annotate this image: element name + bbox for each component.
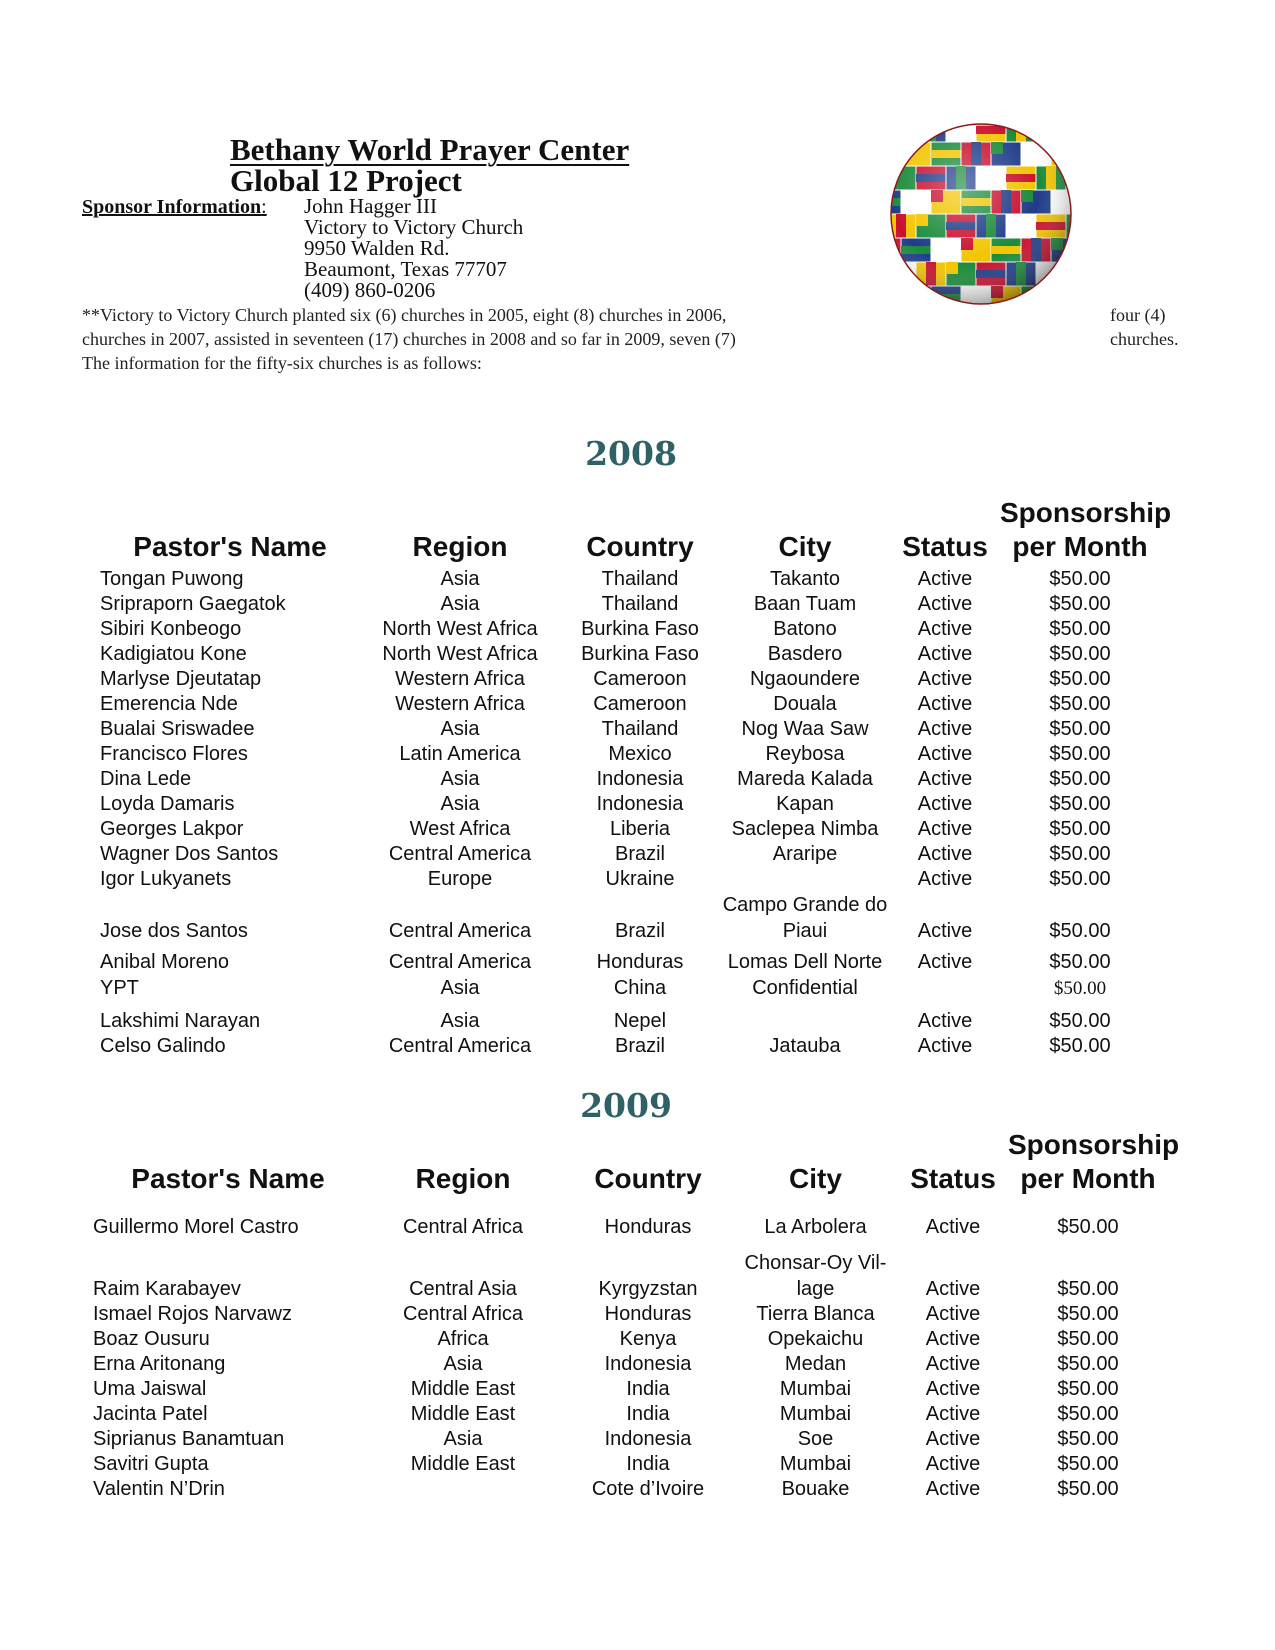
note-line-1-end: four (4)	[1110, 305, 1166, 325]
country-cell: Honduras	[604, 1303, 692, 1325]
sponsor-street: 9950 Walden Rd.	[304, 236, 450, 260]
city-cell: Mumbai	[779, 1403, 852, 1425]
table-header-row	[93, 1128, 1168, 1196]
sponsor-address-block	[304, 196, 523, 301]
pastor-name-cell: Boaz Ousuru	[93, 1328, 210, 1350]
country-cell: Indonesia	[596, 793, 684, 815]
table-row	[100, 717, 1160, 742]
country-cell: Thailand	[601, 568, 679, 590]
amount-cell: $50.00	[1049, 843, 1111, 865]
table-row	[100, 564, 1160, 592]
table-row	[93, 1377, 1168, 1402]
region-cell: Asia	[440, 718, 480, 740]
country-cell: Thailand	[601, 593, 679, 615]
pastor-name-cell: Lakshimi Narayan	[100, 1010, 261, 1032]
city-cell: Basdero	[767, 643, 843, 665]
amount-cell: $50.00	[1049, 868, 1111, 890]
region-cell: Central America	[388, 920, 532, 942]
col-header-pastor: Pastor's Name	[131, 1163, 325, 1194]
pastor-name-cell: Jose dos Santos	[100, 920, 248, 942]
country-cell: Honduras	[604, 1216, 692, 1238]
city-cell: Lomas Dell Norte	[727, 951, 883, 973]
amount-cell: $50.00	[1057, 1353, 1119, 1375]
city-cell: Kapan	[776, 793, 834, 815]
region-cell: Central Africa	[402, 1216, 524, 1238]
amount-cell: $50.00	[1057, 1478, 1119, 1500]
pastor-name-cell: Erna Aritonang	[93, 1353, 226, 1375]
amount-cell: $50.00	[1049, 668, 1111, 690]
region-cell: Central America	[388, 951, 532, 973]
sponsorship-header-line1: Sponsorship	[1008, 1129, 1180, 1160]
sponsor-info-label	[82, 196, 267, 219]
region-cell: Central America	[388, 1035, 532, 1057]
region-cell: Asia	[443, 1428, 483, 1450]
amount-cell: $50.00	[1049, 693, 1111, 715]
status-cell: Active	[917, 718, 973, 740]
pastor-name-cell: Loyda Damaris	[100, 793, 235, 815]
region-cell: North West Africa	[382, 618, 538, 640]
table-row	[93, 1402, 1168, 1427]
city-cell: Campo Grande do Piaui	[722, 894, 888, 942]
table-row	[100, 592, 1160, 617]
pastor-name-cell: Dina Lede	[100, 768, 192, 790]
table-row	[100, 944, 1160, 975]
region-cell: Central Asia	[409, 1278, 517, 1300]
region-cell: Europe	[427, 868, 493, 890]
amount-cell: $50.00	[1057, 1328, 1119, 1350]
sponsor-church: Victory to Victory Church	[304, 215, 524, 239]
region-cell: Asia	[440, 768, 480, 790]
table-row	[100, 1001, 1160, 1034]
pastor-name-cell: Siprianus Banamtuan	[93, 1428, 285, 1450]
country-cell: Indonesia	[604, 1428, 692, 1450]
sponsorship-header-line1: Sponsorship	[1000, 497, 1172, 528]
sponsorship-header-line2: per Month	[1012, 531, 1148, 562]
country-cell: Cameroon	[593, 693, 687, 715]
status-cell	[890, 975, 1000, 1001]
sponsor-name: John Hagger III	[304, 194, 437, 218]
amount-cell: $50.00	[1049, 618, 1111, 640]
pastor-name-cell: Igor Lukyanets	[100, 868, 232, 890]
country-cell: Brazil	[614, 920, 665, 942]
city-cell: Saclepea Nimba	[731, 818, 879, 840]
table-row	[100, 842, 1160, 867]
table-row	[100, 817, 1160, 842]
city-cell: Ngaoundere	[749, 668, 861, 690]
status-cell: Active	[917, 668, 973, 690]
status-cell: Active	[917, 843, 973, 865]
country-cell: Kyrgyzstan	[598, 1278, 698, 1300]
city-cell: Confidential	[752, 977, 858, 999]
table-header-row	[100, 496, 1160, 564]
region-cell: Central Africa	[402, 1303, 524, 1325]
col-header-region: Region	[415, 1163, 511, 1194]
year-heading-2008: 2008	[585, 434, 677, 473]
col-header-country: Country	[594, 1163, 702, 1194]
amount-cell: $50.00	[1057, 1403, 1119, 1425]
table-row	[100, 975, 1160, 1001]
city-cell: Mumbai	[779, 1378, 852, 1400]
col-header-city: City	[789, 1163, 842, 1194]
note-line-1: **Victory to Victory Church planted six (6) churches in 2005, eight (8) churches in 2006,	[82, 305, 727, 325]
amount-cell: $50.00	[1049, 793, 1111, 815]
col-header-region: Region	[412, 531, 508, 562]
country-cell: India	[626, 1453, 670, 1475]
pastor-name-cell: Wagner Dos Santos	[100, 843, 279, 865]
country-cell: Kenya	[619, 1328, 677, 1350]
amount-cell: $50.00	[1049, 768, 1111, 790]
city-cell: Mareda Kalada	[737, 768, 873, 790]
amount-cell: $50.00	[1057, 1378, 1119, 1400]
amount-cell: $50.00	[1049, 1010, 1111, 1032]
table-row	[100, 667, 1160, 692]
pastor-name-cell: Valentin N’Drin	[93, 1478, 225, 1500]
region-cell: Asia	[440, 593, 480, 615]
city-cell: Chonsar-Oy Vil-lage	[744, 1252, 887, 1300]
year-heading-2009: 2009	[580, 1086, 672, 1125]
region-cell: Western Africa	[395, 668, 525, 690]
status-cell: Active	[917, 643, 973, 665]
table-row	[93, 1196, 1168, 1240]
note-line-2-end: churches.	[1110, 329, 1179, 349]
pastor-name-cell: Kadigiatou Kone	[100, 643, 247, 665]
table-row	[100, 692, 1160, 717]
amount-cell: $50.00	[1057, 1303, 1119, 1325]
status-cell: Active	[925, 1403, 981, 1425]
churches-table-2008	[100, 496, 1172, 1059]
status-cell: Active	[917, 593, 973, 615]
amount-cell: $50.00	[1049, 1035, 1111, 1057]
status-cell: Active	[917, 793, 973, 815]
table-row	[100, 892, 1160, 944]
pastor-name-cell: Bualai Sriswadee	[100, 718, 255, 740]
city-cell: Medan	[784, 1353, 847, 1375]
col-header-country: Country	[586, 531, 694, 562]
status-cell: Active	[917, 920, 973, 942]
document-subtitle: Global 12 Project	[230, 163, 462, 198]
pastor-name-cell: Francisco Flores	[100, 743, 248, 765]
status-cell: Active	[925, 1328, 981, 1350]
sponsor-city-state: Beaumont, Texas 77707	[304, 257, 507, 281]
city-cell: Opekaichu	[767, 1328, 864, 1350]
pastor-name-cell: Marlyse Djeutatap	[100, 668, 262, 690]
table-row	[93, 1452, 1168, 1477]
table-row	[93, 1302, 1168, 1327]
city-cell: Bouake	[781, 1478, 850, 1500]
country-cell: Brazil	[614, 1035, 665, 1057]
region-cell: North West Africa	[382, 643, 538, 665]
status-cell: Active	[925, 1216, 981, 1238]
pastor-name-cell: Uma Jaiswal	[93, 1378, 207, 1400]
country-cell: Mexico	[608, 743, 672, 765]
region-cell: Western Africa	[395, 693, 525, 715]
status-cell: Active	[925, 1303, 981, 1325]
country-cell: Thailand	[601, 718, 679, 740]
pastor-name-cell: Emerencia Nde	[100, 693, 238, 715]
amount-cell: $50.00	[1057, 1216, 1119, 1238]
status-cell: Active	[917, 768, 973, 790]
city-cell: Soe	[797, 1428, 834, 1450]
amount-cell: $50.00	[1049, 718, 1111, 740]
city-cell: Reybosa	[765, 743, 845, 765]
col-header-status: Status	[910, 1163, 996, 1194]
table-row	[93, 1477, 1168, 1502]
amount-cell: $50.00	[1049, 818, 1111, 840]
region-cell: Central America	[388, 843, 532, 865]
status-cell: Active	[917, 743, 973, 765]
col-header-status: Status	[902, 531, 988, 562]
pastor-name-cell: Sripraporn Gaegatok	[100, 593, 286, 615]
city-cell	[720, 867, 890, 892]
status-cell: Active	[917, 1010, 973, 1032]
region-cell: Middle East	[410, 1403, 516, 1425]
city-cell: Mumbai	[779, 1453, 852, 1475]
country-cell: India	[626, 1378, 670, 1400]
pastor-name-cell: Sibiri Konbeogo	[100, 618, 242, 640]
pastor-name-cell: Anibal Moreno	[100, 951, 229, 973]
document-title: Bethany World Prayer Center	[230, 132, 630, 167]
country-cell: India	[626, 1403, 670, 1425]
amount-cell: $50.00	[1049, 920, 1111, 942]
city-cell: Nog Waa Saw	[741, 718, 869, 740]
status-cell: Active	[917, 693, 973, 715]
status-cell: Active	[917, 818, 973, 840]
city-cell: Baan Tuam	[753, 593, 857, 615]
world-flags-globe-icon	[886, 118, 1076, 310]
country-cell: Cote d’Ivoire	[591, 1478, 705, 1500]
sponsor-label-text: Sponsor Information	[82, 196, 262, 218]
city-cell: Araripe	[772, 843, 838, 865]
table-row	[100, 642, 1160, 667]
status-cell: Active	[917, 868, 973, 890]
country-cell: Cameroon	[593, 668, 687, 690]
table-row	[93, 1240, 1168, 1302]
pastor-name-cell: Savitri Gupta	[93, 1453, 209, 1475]
amount-cell: $50.00	[1049, 568, 1111, 590]
table-row	[93, 1427, 1168, 1452]
amount-cell: $50.00	[1049, 951, 1111, 973]
table-row	[100, 792, 1160, 817]
city-cell	[720, 1001, 890, 1034]
pastor-name-cell: Jacinta Patel	[93, 1403, 208, 1425]
amount-cell: $50.00	[1049, 643, 1111, 665]
churches-table-2009	[93, 1128, 1180, 1502]
region-cell: Middle East	[410, 1378, 516, 1400]
status-cell: Active	[925, 1453, 981, 1475]
pastor-name-cell: Celso Galindo	[100, 1035, 226, 1057]
country-cell: Indonesia	[596, 768, 684, 790]
region-cell: Asia	[443, 1353, 483, 1375]
country-cell: Honduras	[596, 951, 684, 973]
country-cell: Brazil	[614, 843, 665, 865]
pastor-name-cell: Raim Karabayev	[93, 1278, 241, 1300]
region-cell	[363, 1477, 563, 1502]
table-row	[100, 767, 1160, 792]
table-row	[100, 867, 1160, 892]
pastor-name-cell: Georges Lakpor	[100, 818, 244, 840]
region-cell: Asia	[440, 793, 480, 815]
country-cell: Burkina Faso	[581, 618, 699, 640]
country-cell: Nepel	[613, 1010, 667, 1032]
city-cell: Jatauba	[769, 1035, 841, 1057]
table-row	[93, 1352, 1168, 1377]
status-cell: Active	[925, 1478, 981, 1500]
city-cell: Tierra Blanca	[756, 1303, 875, 1325]
col-header-sponsorship	[1000, 496, 1172, 564]
amount-cell: $50.00	[1049, 743, 1111, 765]
city-cell: Takanto	[769, 568, 841, 590]
status-cell: Active	[925, 1278, 981, 1300]
table-row	[100, 617, 1160, 642]
amount-cell: $50.00	[1057, 1428, 1119, 1450]
status-cell: Active	[917, 568, 973, 590]
region-cell: Middle East	[410, 1453, 516, 1475]
country-cell: Ukraine	[605, 868, 675, 890]
amount-cell: $50.00	[1057, 1278, 1119, 1300]
status-cell: Active	[925, 1353, 981, 1375]
region-cell: Asia	[440, 568, 480, 590]
city-cell: La Arbolera	[764, 1216, 867, 1238]
pastor-name-cell: Ismael Rojos Narvawz	[93, 1303, 292, 1325]
status-cell: Active	[925, 1428, 981, 1450]
col-header-sponsorship	[1008, 1128, 1180, 1196]
amount-cell: $50.00	[1049, 593, 1111, 615]
region-cell: Asia	[440, 1010, 480, 1032]
status-cell: Active	[917, 1035, 973, 1057]
status-cell: Active	[917, 618, 973, 640]
region-cell: West Africa	[409, 818, 511, 840]
pastor-name-cell: Tongan Puwong	[100, 568, 244, 590]
note-line-3: The information for the fifty-six churches is as follows:	[82, 353, 482, 373]
amount-cell: $50.00	[1057, 1453, 1119, 1475]
amount-cell: $50.00	[1053, 978, 1107, 999]
sponsorship-header-line2: per Month	[1020, 1163, 1156, 1194]
region-cell: Africa	[437, 1328, 489, 1350]
col-header-pastor: Pastor's Name	[133, 531, 327, 562]
pastor-name-cell: Guillermo Morel Castro	[93, 1216, 299, 1238]
table-row	[100, 742, 1160, 767]
table-row	[93, 1327, 1168, 1352]
city-cell: Douala	[773, 693, 837, 715]
note-line-2: churches in 2007, assisted in seventeen (17) churches in 2008 and so far in 2009, seven (7)	[82, 329, 736, 349]
col-header-city: City	[778, 531, 832, 562]
city-cell: Batono	[773, 618, 837, 640]
status-cell: Active	[925, 1378, 981, 1400]
country-cell: Indonesia	[604, 1353, 692, 1375]
status-cell: Active	[917, 951, 973, 973]
pastor-name-cell: YPT	[100, 977, 139, 999]
sponsor-label-colon: :	[261, 196, 267, 218]
sponsor-phone: (409) 860-0206	[304, 278, 436, 302]
country-cell: Burkina Faso	[581, 643, 699, 665]
region-cell: Asia	[440, 977, 480, 999]
table-row	[100, 1034, 1160, 1059]
country-cell: China	[613, 977, 667, 999]
country-cell: Liberia	[609, 818, 671, 840]
region-cell: Latin America	[399, 743, 521, 765]
